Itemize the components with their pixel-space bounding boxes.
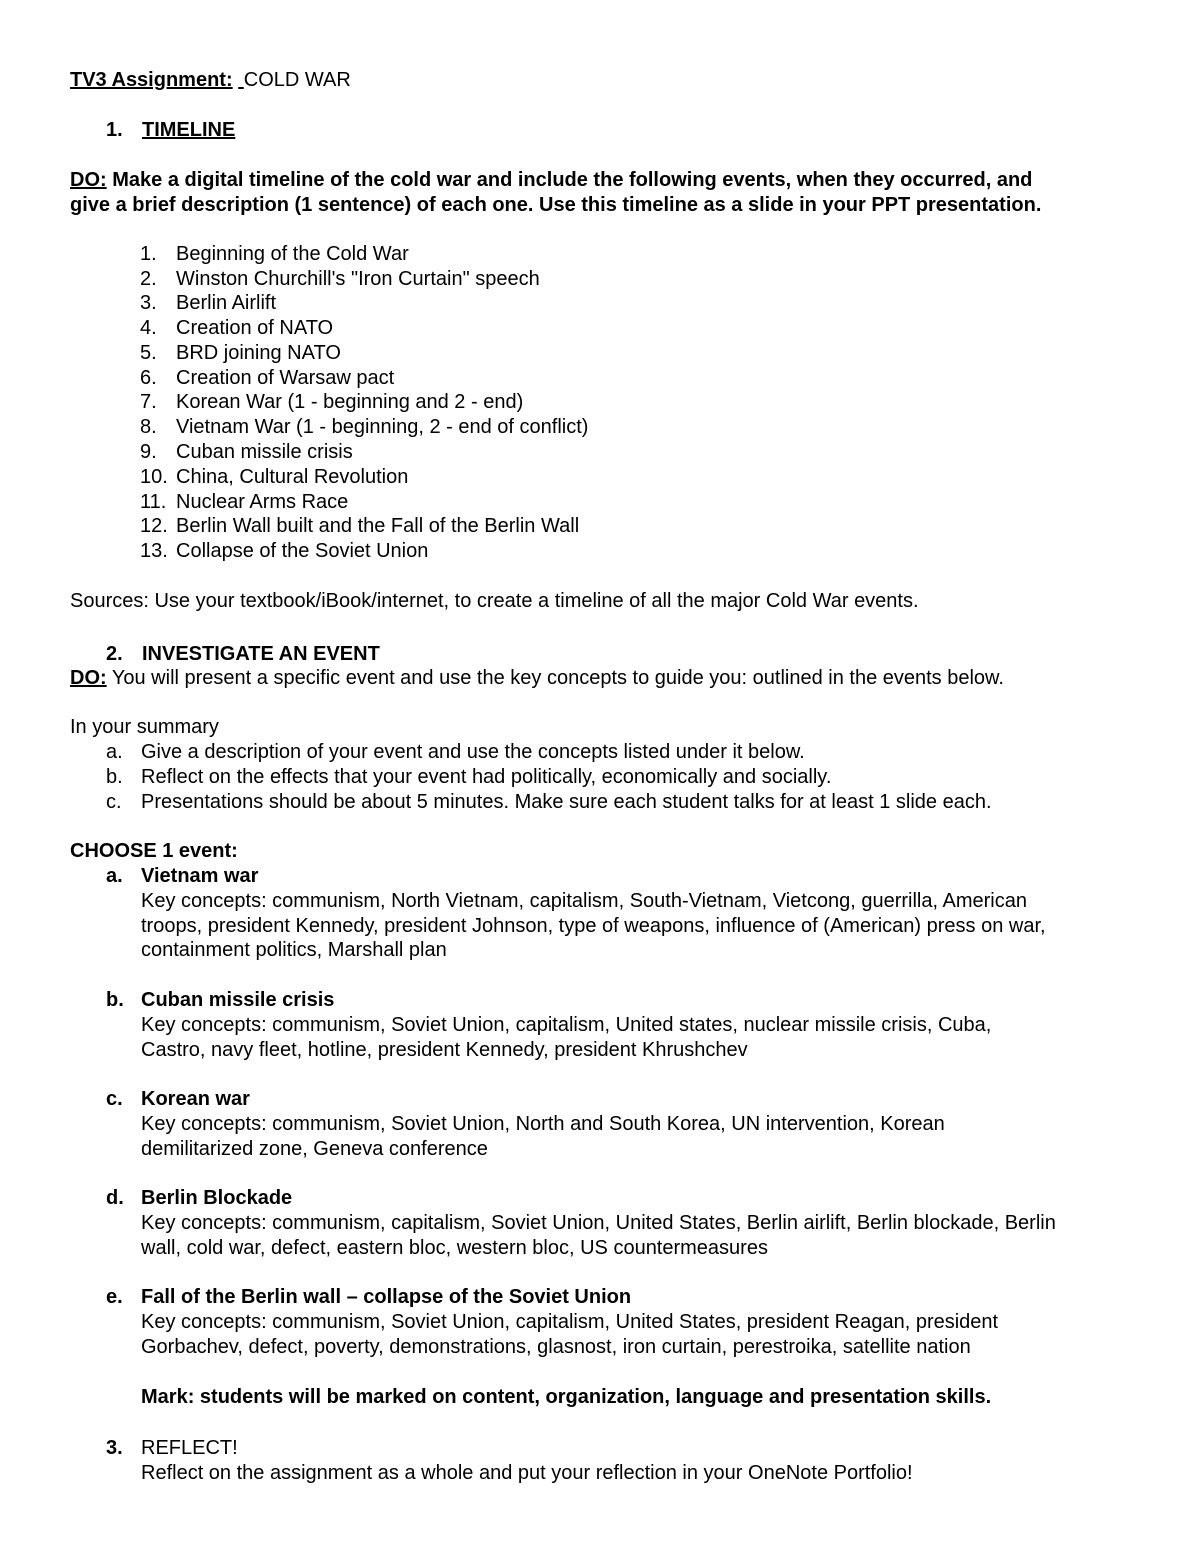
event-number: 4. bbox=[140, 317, 157, 339]
section3-heading: REFLECT! bbox=[141, 1437, 238, 1459]
choice-concepts: Key concepts: communism, North Vietnam, capitalism, South-Vietnam, Vietcong, guerrilla, American bbox=[141, 890, 1027, 912]
event-number: 13. bbox=[140, 540, 168, 562]
section1-do-line2: give a brief description (1 sentence) of each one. Use this timeline as a slide in your PPT presentation. bbox=[70, 194, 1042, 216]
summary-letter: c. bbox=[106, 791, 122, 813]
event-item: Korean War (1 - beginning and 2 - end) bbox=[176, 391, 524, 413]
event-item: Berlin Airlift bbox=[176, 292, 277, 314]
sources-note: Sources: Use your textbook/iBook/internet, to create a timeline of all the major Cold War events. bbox=[70, 590, 919, 612]
choice-concepts: demilitarized zone, Geneva conference bbox=[141, 1138, 488, 1160]
event-number: 2. bbox=[140, 268, 157, 290]
choice-concepts: wall, cold war, defect, eastern bloc, western bloc, US countermeasures bbox=[141, 1237, 768, 1259]
section2-number: 2. bbox=[106, 643, 123, 665]
choice-title: Berlin Blockade bbox=[141, 1187, 293, 1209]
choice-letter: e. bbox=[106, 1286, 123, 1308]
choice-title: Fall of the Berlin wall – collapse of the Soviet Union bbox=[141, 1286, 632, 1308]
section2-do-text: You will present a specific event and use the key concepts to guide you: outlined in the events below. bbox=[111, 667, 1004, 689]
choice-letter: c. bbox=[106, 1088, 123, 1110]
title-topic: COLD WAR bbox=[243, 69, 351, 91]
summary-item: Reflect on the effects that your event had politically, economically and socially. bbox=[141, 766, 832, 788]
choice-title: Korean war bbox=[141, 1088, 250, 1110]
choice-concepts: Key concepts: communism, capitalism, Soviet Union, United States, Berlin airlift, Berlin blockade, Berlin bbox=[141, 1212, 1056, 1234]
summary-letter: a. bbox=[106, 741, 123, 763]
event-item: Vietnam War (1 - beginning, 2 - end of conflict) bbox=[176, 416, 589, 438]
document-title bbox=[70, 68, 351, 92]
choice-title: Cuban missile crisis bbox=[141, 989, 335, 1011]
section1-number: 1. bbox=[106, 119, 123, 141]
section1-do-line1 bbox=[70, 168, 1032, 192]
choice-letter: d. bbox=[106, 1187, 124, 1209]
summary-intro: In your summary bbox=[70, 716, 219, 738]
section2-do-label: DO: bbox=[70, 667, 107, 689]
event-number: 5. bbox=[140, 342, 157, 364]
event-item: Nuclear Arms Race bbox=[176, 491, 349, 513]
choose-heading: CHOOSE 1 event: bbox=[70, 840, 238, 862]
event-number: 12. bbox=[140, 515, 168, 537]
event-item: China, Cultural Revolution bbox=[176, 466, 409, 488]
choice-concepts: Gorbachev, defect, poverty, demonstrations, glasnost, iron curtain, perestroika, satellite nation bbox=[141, 1336, 971, 1358]
event-number: 6. bbox=[140, 367, 157, 389]
event-number: 7. bbox=[140, 391, 157, 413]
event-number: 8. bbox=[140, 416, 157, 438]
event-item: Cuban missile crisis bbox=[176, 441, 353, 463]
marking-note: Mark: students will be marked on content, organization, language and presentation skills. bbox=[141, 1386, 992, 1408]
event-number: 9. bbox=[140, 441, 157, 463]
choice-concepts: Key concepts: communism, Soviet Union, capitalism, United states, nuclear missile crisis, Cuba, bbox=[141, 1014, 992, 1036]
title-label: TV3 Assignment: bbox=[70, 69, 233, 91]
section2-do-line bbox=[70, 666, 1004, 690]
section1-do-label: DO: bbox=[70, 169, 107, 191]
choice-concepts: Key concepts: communism, Soviet Union, North and South Korea, UN intervention, Korean bbox=[141, 1113, 945, 1135]
section1-heading: TIMELINE bbox=[142, 119, 236, 141]
choice-concepts: troops, president Kennedy, president Johnson, type of weapons, influence of (American) press on war, bbox=[141, 915, 1046, 937]
choice-concepts: Key concepts: communism, Soviet Union, capitalism, United States, president Reagan, president bbox=[141, 1311, 999, 1333]
event-number: 10. bbox=[140, 466, 168, 488]
event-item: Collapse of the Soviet Union bbox=[176, 540, 429, 562]
section1-do-text-1: Make a digital timeline of the cold war and include the following events, when they occurred, and bbox=[112, 169, 1033, 191]
choice-concepts: containment politics, Marshall plan bbox=[141, 939, 447, 961]
choice-letter: a. bbox=[106, 865, 123, 887]
event-item: Beginning of the Cold War bbox=[176, 243, 409, 265]
event-number: 1. bbox=[140, 243, 157, 265]
section3-text: Reflect on the assignment as a whole and put your reflection in your OneNote Portfolio! bbox=[141, 1462, 913, 1484]
event-item: Berlin Wall built and the Fall of the Berlin Wall bbox=[176, 515, 580, 537]
event-item: Creation of NATO bbox=[176, 317, 334, 339]
event-item: BRD joining NATO bbox=[176, 342, 341, 364]
summary-letter: b. bbox=[106, 766, 123, 788]
summary-item: Presentations should be about 5 minutes. Make sure each student talks for at least 1 slide each. bbox=[141, 791, 992, 813]
event-item: Winston Churchill's "Iron Curtain" speech bbox=[176, 268, 540, 290]
section2-heading: INVESTIGATE AN EVENT bbox=[142, 643, 380, 665]
event-item: Creation of Warsaw pact bbox=[176, 367, 395, 389]
choice-concepts: Castro, navy fleet, hotline, president Kennedy, president Khrushchev bbox=[141, 1039, 748, 1061]
choice-title: Vietnam war bbox=[141, 865, 259, 887]
section3-number: 3. bbox=[106, 1437, 123, 1459]
event-number: 3. bbox=[140, 292, 157, 314]
event-number: 11. bbox=[140, 491, 167, 513]
summary-item: Give a description of your event and use the concepts listed under it below. bbox=[141, 741, 805, 763]
choice-letter: b. bbox=[106, 989, 124, 1011]
